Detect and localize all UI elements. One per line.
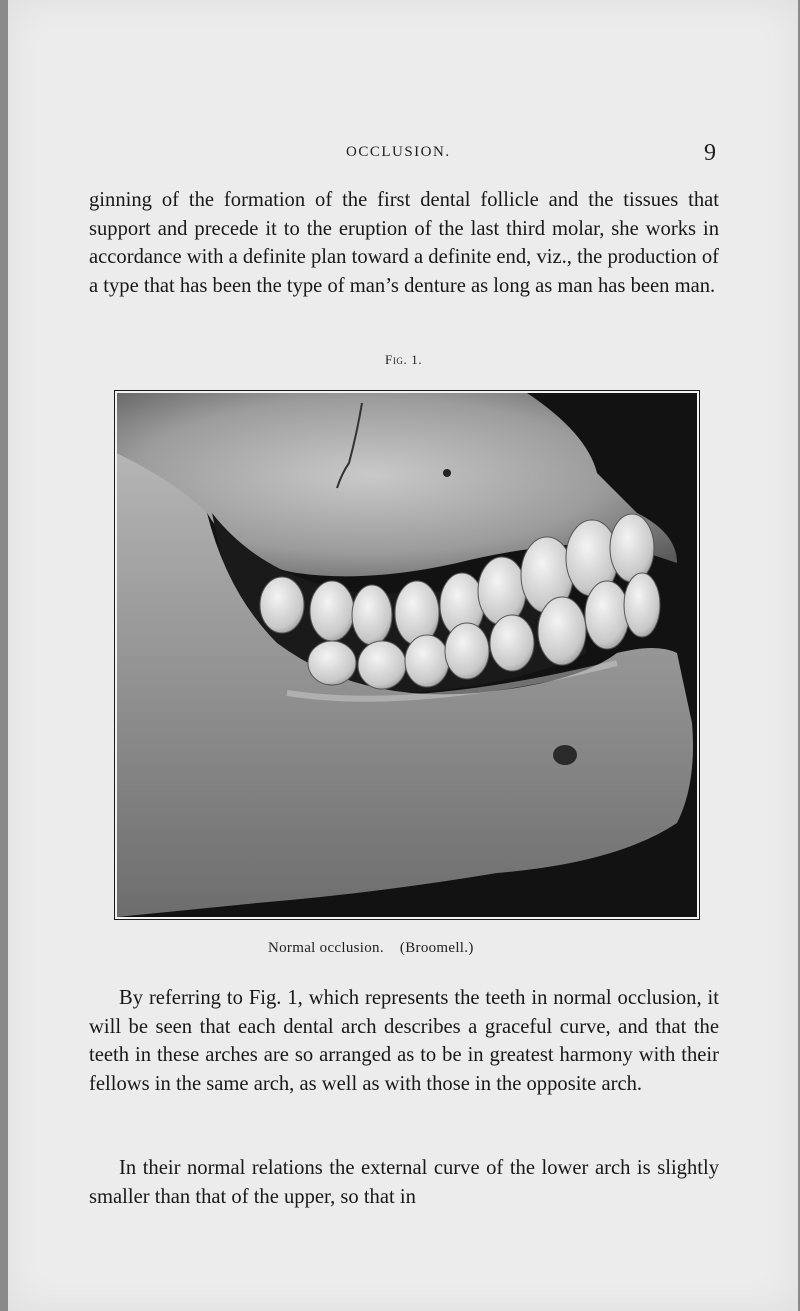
book-page bbox=[8, 0, 798, 1311]
caption-main: Normal occlusion. bbox=[268, 940, 384, 956]
figure-caption bbox=[268, 940, 474, 957]
figure-label-text: Fig. 1. bbox=[385, 352, 423, 367]
running-head bbox=[8, 140, 798, 170]
skull-jaw-photograph bbox=[117, 393, 697, 917]
page-number: 9 bbox=[704, 140, 716, 166]
caption-credit: (Broomell.) bbox=[399, 940, 474, 956]
figure-label bbox=[385, 352, 422, 368]
figure-photograph bbox=[114, 390, 700, 920]
paragraph-1: ginning of the formation of the first dental follicle and the tissues that support and precede it to the eruption of the last third molar, she works in accordance with a definite plan toward a definite end, viz., the production of a type that has been the type of man’s denture as long as man has been man. bbox=[89, 189, 719, 297]
paragraph-3: In their normal relations the external curve of the lower arch is slightly smaller than that of the upper, so that in bbox=[89, 1157, 719, 1208]
paragraph-2: By referring to Fig. 1, which represents the teeth in normal occlusion, it will be seen that each dental arch describes a graceful curve, and that the teeth in these arches are so arranged as to be in greatest harmony with their fellows in the same arch, as well as with those in the opposite arch. bbox=[89, 987, 719, 1095]
running-title: OCCLUSION. bbox=[346, 144, 451, 160]
